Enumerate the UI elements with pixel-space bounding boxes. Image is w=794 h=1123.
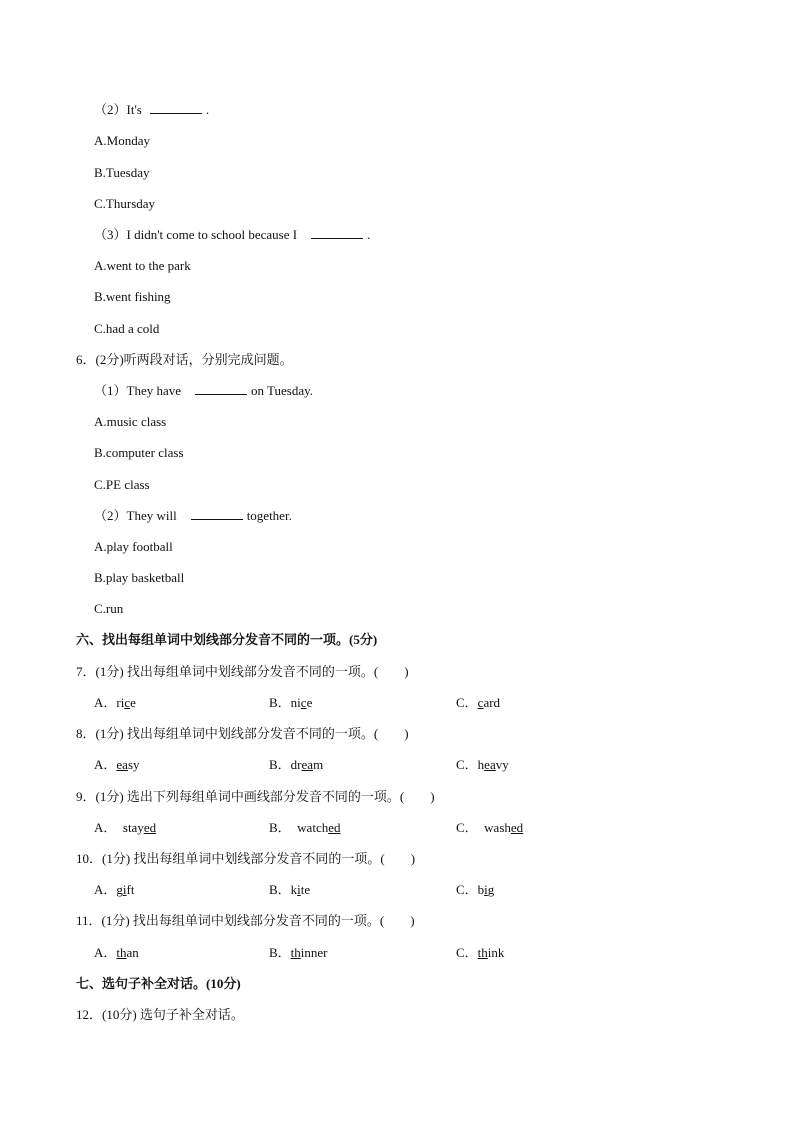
section-heading-7: 七、选句子补全对话。(10分) <box>76 976 241 991</box>
option-c: C.Thursday <box>94 196 156 211</box>
question-8-title: 8．(1分) 找出每组单词中划线部分发音不同的一项。( ) <box>76 726 409 741</box>
option-suffix: e <box>130 695 136 710</box>
option-b: B.play basketball <box>94 570 185 585</box>
underlined-letters: th <box>290 945 301 960</box>
underlined-letters: i <box>122 882 127 897</box>
option-c <box>456 945 504 961</box>
option-b <box>269 695 312 711</box>
option-a <box>94 695 136 711</box>
option-b <box>269 757 323 773</box>
question-12-title: 12．(10分) 选句子补全对话。 <box>76 1007 244 1022</box>
question-6-title: 6．(2分)听两段对话，分别完成问题。 <box>76 352 293 367</box>
underlined-letters: th <box>116 945 127 960</box>
option-a <box>94 757 140 773</box>
question-suffix: on Tuesday. <box>251 383 314 398</box>
option-c: C.run <box>94 601 124 616</box>
option-b <box>269 820 341 836</box>
option-c <box>456 757 509 773</box>
option-a: A.Monday <box>94 133 150 148</box>
option-suffix: g <box>487 882 495 897</box>
option-prefix: C． <box>456 945 478 960</box>
answer-blank <box>311 227 363 239</box>
question-9-title: 9．(1分) 选出下列每组单词中画线部分发音不同的一项。( ) <box>76 789 435 804</box>
underlined-letters: ed <box>328 820 341 835</box>
option-suffix: ard <box>483 695 501 710</box>
option-b <box>269 945 328 961</box>
option-prefix: B．dr <box>269 757 302 772</box>
option-suffix: inner <box>300 945 328 960</box>
option-prefix: C．b <box>456 882 485 897</box>
underlined-letters: c <box>124 695 131 710</box>
option-a <box>94 945 139 961</box>
question-5-2 <box>94 102 209 118</box>
option-suffix: vy <box>495 757 509 772</box>
option-a: A.play football <box>94 539 173 554</box>
option-prefix: A．ri <box>94 695 125 710</box>
option-prefix: B．ni <box>269 695 301 710</box>
question-7-title: 7．(1分) 找出每组单词中划线部分发音不同的一项。( ) <box>76 664 409 679</box>
question-5-3 <box>94 227 370 243</box>
underlined-letters: ea <box>116 757 128 772</box>
option-prefix: B．k <box>269 882 298 897</box>
option-a <box>94 882 134 898</box>
underlined-letters: ea <box>484 757 496 772</box>
option-b: B.went fishing <box>94 289 171 304</box>
option-b: B.Tuesday <box>94 165 150 180</box>
option-prefix: A． <box>94 757 117 772</box>
underlined-letters: i <box>484 882 488 897</box>
option-suffix: e <box>306 695 313 710</box>
underlined-letters: ed <box>510 820 524 835</box>
option-c <box>456 695 500 711</box>
option-prefix: B． <box>269 945 291 960</box>
question-stem: （3）I didn't come to school because I <box>94 227 298 242</box>
option-suffix: an <box>126 945 139 960</box>
option-c <box>456 820 523 836</box>
question-suffix: . <box>205 102 210 117</box>
option-prefix: A． <box>94 945 117 960</box>
option-prefix: A． stay <box>94 820 144 835</box>
option-b <box>269 882 310 898</box>
answer-blank <box>150 102 202 114</box>
option-a <box>94 820 156 836</box>
question-suffix: . <box>367 227 371 242</box>
option-c: C.had a cold <box>94 321 160 336</box>
option-prefix: A．g <box>94 882 123 897</box>
question-stem: （2）It's <box>94 102 142 117</box>
question-6-2 <box>94 508 292 524</box>
question-11-title: 11．(1分) 找出每组单词中划线部分发音不同的一项。( ) <box>76 913 415 928</box>
option-prefix: C．h <box>456 757 485 772</box>
option-suffix: ft <box>126 882 135 897</box>
option-suffix: m <box>313 757 324 772</box>
question-stem: （2）They will <box>94 508 177 523</box>
option-a: A.went to the park <box>94 258 191 273</box>
underlined-letters: th <box>477 945 488 960</box>
option-prefix: B． watch <box>269 820 329 835</box>
option-suffix: sy <box>127 757 140 772</box>
answer-blank <box>195 383 247 395</box>
option-b: B.computer class <box>94 445 184 460</box>
underlined-letters: ed <box>143 820 157 835</box>
option-suffix: ink <box>487 945 505 960</box>
question-10-title: 10．(1分) 找出每组单词中划线部分发音不同的一项。( ) <box>76 851 416 866</box>
underlined-letters: c <box>477 695 484 710</box>
option-prefix: C． wash <box>456 820 511 835</box>
option-a: A.music class <box>94 414 167 429</box>
option-prefix: C． <box>456 695 478 710</box>
option-c <box>456 882 494 898</box>
underlined-letters: c <box>300 695 307 710</box>
underlined-letters: i <box>297 882 301 897</box>
question-suffix: together. <box>246 508 292 523</box>
underlined-letters: ea <box>301 757 314 772</box>
question-stem: （1）They have <box>94 383 182 398</box>
answer-blank <box>191 508 243 520</box>
section-heading-6: 六、找出每组单词中划线部分发音不同的一项。(5分) <box>76 632 378 647</box>
question-6-1 <box>94 383 313 399</box>
option-c: C.PE class <box>94 477 150 492</box>
option-suffix: te <box>300 882 311 897</box>
